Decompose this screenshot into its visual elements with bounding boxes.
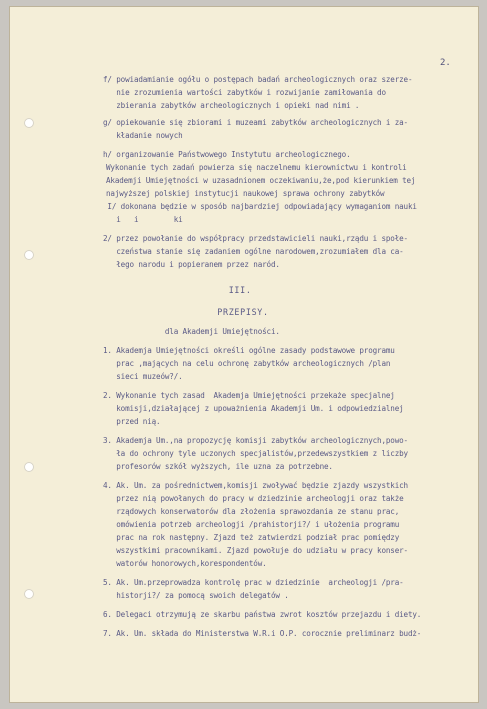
section-subheading: dla Akademji Umiejętności. bbox=[103, 327, 280, 336]
text-line: historji?/ za pomocą swoich delegatów . bbox=[103, 591, 289, 600]
text-line: f/ powiadamianie ogółu o postępach badań archeologicznych oraz szerze- bbox=[103, 75, 413, 84]
text-line: profesorów szkół wyższych, ile uzna za potrzebne. bbox=[103, 462, 333, 471]
text-line: zbierania zabytków archeologicznych i opieki nad nimi . bbox=[103, 101, 360, 110]
text-line: 1. Akademja Umiejętności określi ogólne zasady podstawowe programu bbox=[103, 346, 395, 355]
text-line: czeństwa stanie się zadaniem ogólne narodowem,zrozumiałem dla ca- bbox=[103, 247, 404, 256]
text-line: przez nią powołanych do pracy w dziedzinie archeologji oraz także bbox=[103, 494, 404, 503]
text-line: 4. Ak. Um. za pośrednictwem,komisji zwoływać będzie zjazdy wszystkich bbox=[103, 481, 408, 490]
punch-hole bbox=[24, 250, 34, 260]
text-line: najwyższej polskiej instytucji naukowej sprawa ochrony zabytków bbox=[106, 189, 385, 198]
text-line: h/ organizowanie Państwowego Instytutu archeologicznego. bbox=[103, 150, 351, 159]
document-page bbox=[9, 6, 479, 703]
text-line: Akademji Umiejętności w uzasadnionem oczekiwaniu,że,pod kierunkiem tej bbox=[106, 176, 416, 185]
punch-hole bbox=[24, 118, 34, 128]
text-line: sieci muzeów?/. bbox=[103, 372, 183, 381]
text-line: prac na rok następny. Zjazd też zatwierdzi podział prac pomiędzy bbox=[103, 533, 400, 542]
text-line: omówienia potrzeb archeologji /prahistorji?/ i ułożenia programu bbox=[103, 520, 400, 529]
text-line: komisji,działającej z upoważnienia Akademji Um. i odpowiedzialnej bbox=[103, 404, 404, 413]
text-line: 2. Wykonanie tych zasad Akademja Umiejętności przekaże specjalnej bbox=[103, 391, 395, 400]
text-line: wszystkimi pracownikami. Zjazd powołuje do udziału w pracy konser- bbox=[103, 546, 408, 555]
text-line: prac ,mających na celu ochronę zabytków archeologicznych /plan bbox=[103, 359, 391, 368]
page-number: 2. bbox=[440, 58, 451, 68]
text-line: i i ki bbox=[103, 215, 183, 224]
text-line: nie zrozumienia wartości zabytków i rozwijanie zamiłowania do bbox=[103, 88, 386, 97]
punch-hole bbox=[24, 462, 34, 472]
text-line: I/ dokonana będzie w sposób najbardziej odpowiadający wymaganiom nauki bbox=[103, 202, 417, 211]
text-line: 7. Ak. Um. składa do Ministerstwa W.R.i O.P. corocznie preliminarz budż- bbox=[103, 629, 422, 638]
text-line: 3. Akademja Um.,na propozycję komisji zabytków archeologicznych,powo- bbox=[103, 436, 408, 445]
text-line: g/ opiekowanie się zbiorami i muzeami zabytków archeologicznych i za- bbox=[103, 118, 408, 127]
text-line: 2/ przez powołanie do współpracy przedstawicieli nauki,rządu i społe- bbox=[103, 234, 408, 243]
text-line: ła do ochrony tyle uczonych specjalistów,przedewszystkiem z liczby bbox=[103, 449, 408, 458]
text-line: łego narodu i popieranem przez naród. bbox=[103, 260, 280, 269]
text-line: kładanie nowych bbox=[103, 131, 183, 140]
section-number: III. bbox=[103, 285, 252, 295]
punch-hole bbox=[24, 589, 34, 599]
text-line: watorów honorowych,korespondentów. bbox=[103, 559, 267, 568]
text-line: Wykonanie tych zadań powierza się naczelnemu kierownictwu i kontroli bbox=[106, 163, 407, 172]
text-line: 5. Ak. Um.przeprowadza kontrolę prac w dziedzinie archeologji /pra- bbox=[103, 578, 404, 587]
text-line: 6. Delegaci otrzymują ze skarbu państwa zwrot kosztów przejazdu i diety. bbox=[103, 610, 422, 619]
section-heading: PRZEPISY. bbox=[103, 307, 269, 317]
text-line: rządowych konserwatorów dla złożenia sprawozdania ze stanu prac, bbox=[103, 507, 400, 516]
text-line: przed nią. bbox=[103, 417, 161, 426]
